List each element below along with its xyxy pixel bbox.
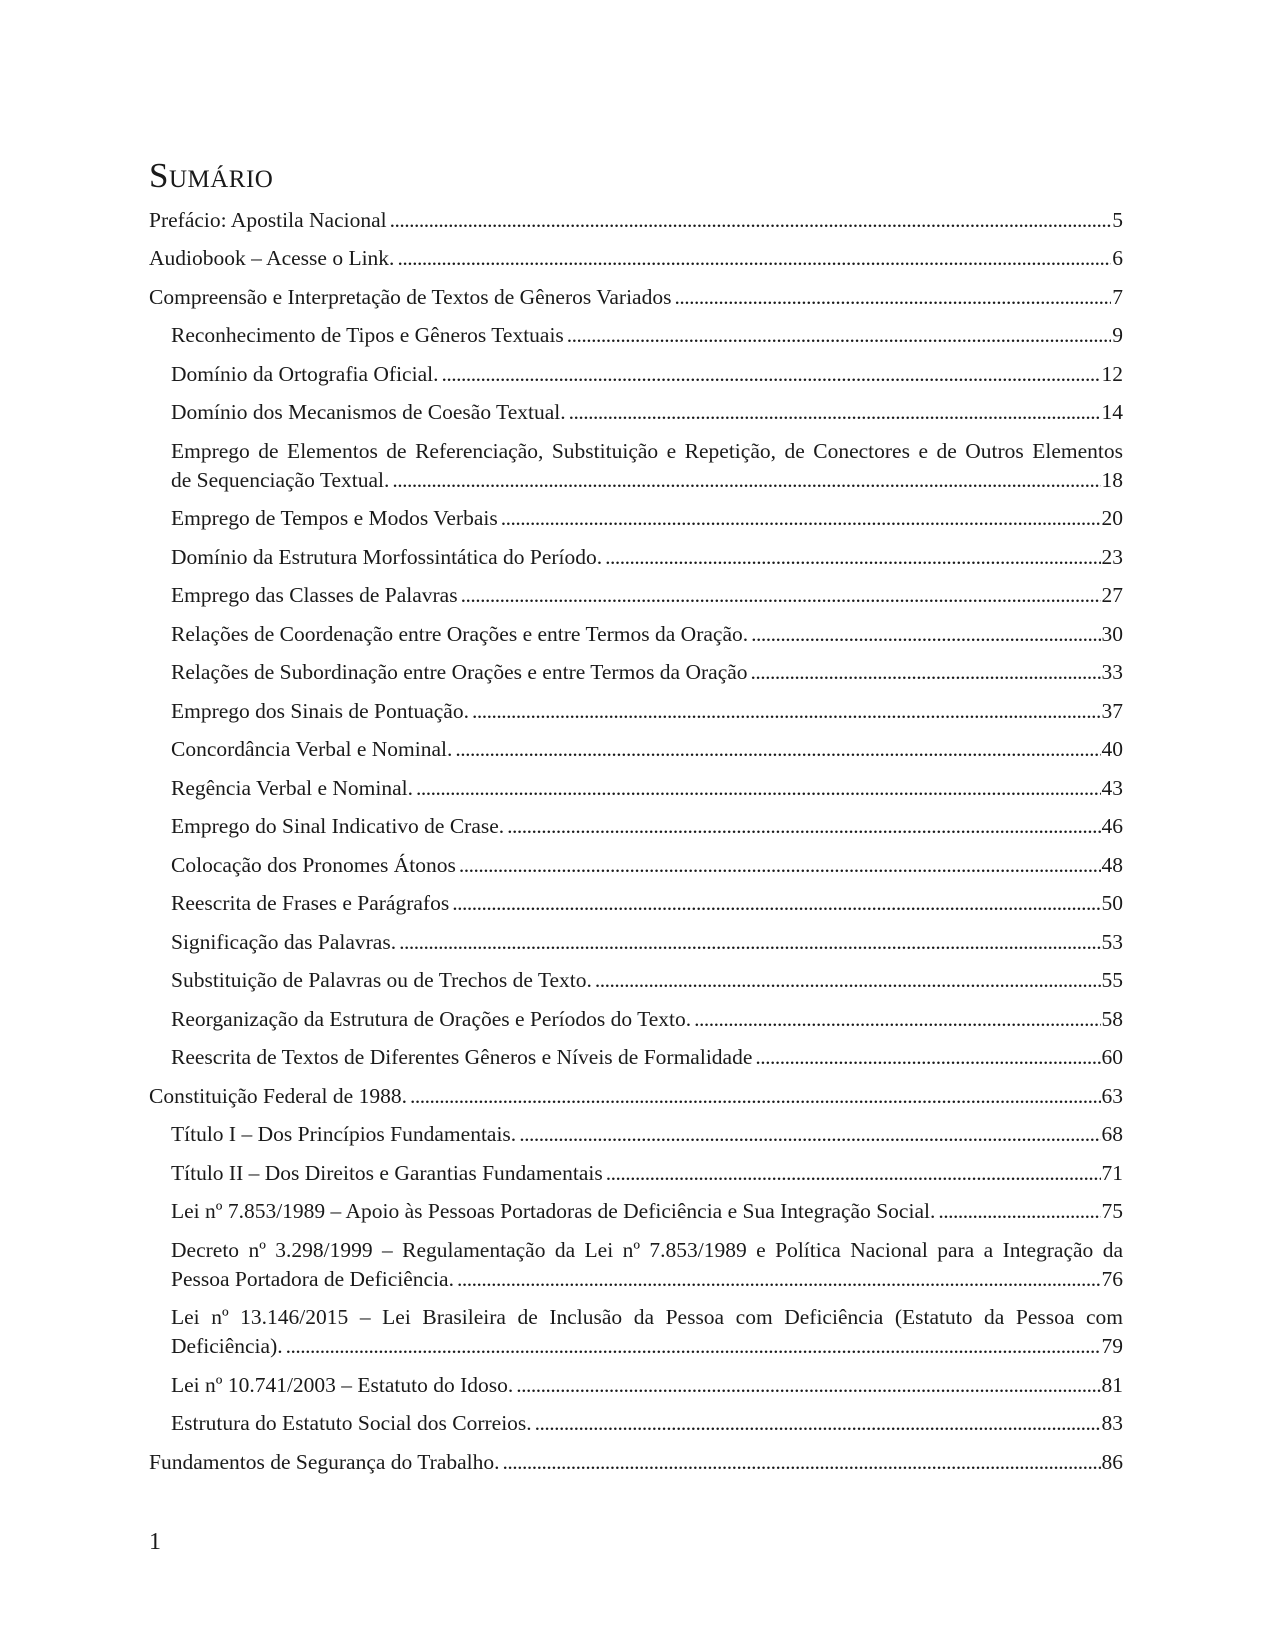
toc-entry-text: Domínio da Ortografia Oficial. (171, 361, 439, 386)
toc-dot-leader (691, 1005, 1100, 1034)
toc-entry-row (171, 889, 1123, 918)
toc-entry-row (171, 812, 1123, 841)
toc-entry[interactable] (149, 543, 1123, 572)
toc-entry-row (171, 504, 1123, 533)
toc-page-number: 63 (1101, 1083, 1123, 1108)
toc-entry[interactable] (149, 1409, 1123, 1438)
toc-dot-leader (566, 398, 1101, 427)
toc-dot-leader (498, 504, 1101, 533)
toc-entry[interactable] (149, 1303, 1123, 1361)
toc-entry-text: de Sequenciação Textual. (171, 467, 390, 492)
toc-entry-text: Regência Verbal e Nominal. (171, 775, 413, 800)
toc-entry-text: Relações de Subordinação entre Orações e entre Termos da Oração (171, 660, 748, 684)
toc-entry-row (171, 620, 1123, 649)
toc-dot-leader (387, 206, 1112, 235)
toc-page-number: 53 (1101, 929, 1123, 954)
toc-entry[interactable] (149, 620, 1123, 649)
toc-entry[interactable] (149, 966, 1123, 995)
toc-page-number: 55 (1101, 968, 1123, 992)
toc-entry-text: Prefácio: Apostila Nacional (149, 207, 387, 232)
toc-entry-text: Emprego de Tempos e Modos Verbais (171, 506, 498, 530)
toc-entry-row (171, 697, 1123, 726)
toc-dot-leader (456, 851, 1101, 880)
toc-entry-row (149, 1448, 1123, 1477)
toc-entry-row (171, 1043, 1123, 1072)
toc-page-number: 14 (1101, 400, 1123, 424)
toc-entry-row (171, 966, 1123, 995)
toc-page-number: 12 (1101, 361, 1123, 386)
toc-page-number: 18 (1101, 467, 1123, 492)
toc-entry[interactable] (149, 774, 1123, 803)
toc-page-number: 75 (1101, 1199, 1123, 1223)
toc-entry-text: Audiobook – Acesse o Link. (149, 246, 395, 270)
toc-page-number: 71 (1101, 1160, 1123, 1185)
toc-page-number: 40 (1101, 737, 1123, 761)
toc-entry[interactable] (149, 889, 1123, 918)
toc-dot-leader (454, 1265, 1101, 1294)
toc-entry[interactable] (149, 244, 1123, 273)
toc-entry[interactable] (149, 437, 1123, 495)
toc-dot-leader (469, 697, 1101, 726)
toc-entry-text: Fundamentos de Segurança do Trabalho. (149, 1449, 500, 1474)
toc-entry-text-line: Emprego de Elementos de Referenciação, Substituição e Repetição, de Conectores e de Outros Elementos (171, 438, 1123, 463)
toc-dot-leader (564, 321, 1111, 350)
toc-page-number: 33 (1101, 660, 1123, 684)
toc-entry-row (171, 581, 1123, 610)
toc-dot-leader (602, 543, 1100, 572)
toc-entry-row (171, 1197, 1123, 1226)
toc-entry-text: Reconhecimento de Tipos e Gêneros Textuais (171, 323, 564, 347)
toc-page-number: 7 (1112, 284, 1123, 309)
toc-entry-row (171, 1159, 1123, 1188)
toc-entry-text: Deficiência). (171, 1334, 283, 1358)
toc-entry-row (171, 1332, 1123, 1361)
toc-entry-text: Significação das Palavras. (171, 929, 397, 954)
toc-entry-text: Reorganização da Estrutura de Orações e Períodos do Texto. (171, 1006, 692, 1031)
toc-dot-leader (603, 1159, 1101, 1188)
toc-dot-leader (504, 812, 1100, 841)
toc-entry-text: Lei nº 7.853/1989 – Apoio às Pessoas Portadoras de Deficiência e Sua Integração Social. (171, 1199, 936, 1223)
toc-dot-leader (748, 658, 1101, 687)
toc-page-number: 46 (1101, 814, 1123, 838)
footer-page-number: 1 (149, 1529, 161, 1555)
toc-entry[interactable] (149, 1043, 1123, 1072)
toc-dot-leader (407, 1082, 1101, 1111)
toc-page-number: 86 (1101, 1449, 1123, 1474)
toc-entry-text: Reescrita de Frases e Parágrafos (171, 891, 450, 915)
toc-dot-leader (748, 620, 1100, 649)
toc-entry[interactable] (149, 1448, 1123, 1477)
toc-entry-row (171, 398, 1123, 427)
toc-entry-text: Domínio dos Mecanismos de Coesão Textual. (171, 400, 566, 424)
toc-entry-row (171, 735, 1123, 764)
toc-entry-row (149, 283, 1123, 312)
page-title: Sumário (149, 156, 274, 195)
toc-entry-row (171, 851, 1123, 880)
toc-entry-text: Título II – Dos Direitos e Garantias Fundamentais (171, 1160, 603, 1185)
toc-page-number: 58 (1101, 1006, 1123, 1031)
toc-dot-leader (389, 466, 1100, 495)
toc-page-number: 83 (1101, 1411, 1123, 1435)
toc-entry[interactable] (149, 1120, 1123, 1149)
toc-entry-row (171, 658, 1123, 687)
toc-entry-row (171, 1120, 1123, 1149)
toc-entry[interactable] (149, 851, 1123, 880)
toc-page-number: 48 (1101, 852, 1123, 877)
toc-dot-leader (394, 244, 1111, 273)
toc-page-number: 9 (1112, 323, 1123, 347)
toc-entry[interactable] (149, 1005, 1123, 1034)
toc-page-number: 6 (1112, 246, 1123, 270)
toc-dot-leader (516, 1120, 1100, 1149)
toc-dot-leader (513, 1371, 1100, 1400)
toc-dot-leader (283, 1332, 1101, 1361)
toc-entry-text: Emprego dos Sinais de Pontuação. (171, 698, 469, 723)
toc-entry-text: Domínio da Estrutura Morfossintática do Período. (171, 544, 603, 569)
toc-dot-leader (396, 928, 1100, 957)
toc-entry-row (171, 1409, 1123, 1438)
toc-entry[interactable] (149, 283, 1123, 312)
toc-dot-leader (449, 889, 1100, 918)
toc-entry[interactable] (149, 735, 1123, 764)
toc-page-number: 76 (1101, 1266, 1123, 1291)
toc-page-number: 27 (1101, 583, 1123, 607)
toc-dot-leader (438, 360, 1100, 389)
toc-dot-leader (532, 1409, 1101, 1438)
table-of-contents (149, 206, 1123, 1477)
toc-dot-leader (452, 735, 1100, 764)
toc-entry-row (149, 206, 1123, 235)
toc-page-number: 79 (1101, 1334, 1123, 1358)
toc-entry-text: Colocação dos Pronomes Átonos (171, 852, 456, 877)
toc-entry-text: Substituição de Palavras ou de Trechos de Texto. (171, 968, 592, 992)
toc-dot-leader (413, 774, 1101, 803)
toc-entry-text: Reescrita de Textos de Diferentes Gêneros e Níveis de Formalidade (171, 1045, 753, 1069)
toc-page-number: 37 (1101, 698, 1123, 723)
toc-page-number: 30 (1101, 621, 1123, 646)
toc-page-number: 5 (1112, 207, 1123, 232)
toc-entry[interactable] (149, 206, 1123, 235)
toc-entry-row (171, 1005, 1123, 1034)
toc-entry[interactable] (149, 360, 1123, 389)
toc-entry-text: Estrutura do Estatuto Social dos Correios. (171, 1411, 532, 1435)
toc-entry-text: Constituição Federal de 1988. (149, 1083, 407, 1108)
toc-entry[interactable] (149, 697, 1123, 726)
toc-entry-row (149, 244, 1123, 273)
toc-page-number: 60 (1101, 1045, 1123, 1069)
toc-entry-row (171, 928, 1123, 957)
toc-entry[interactable] (149, 1082, 1123, 1111)
toc-entry[interactable] (149, 1159, 1123, 1188)
toc-page-number: 43 (1101, 775, 1123, 800)
toc-entry-row (171, 360, 1123, 389)
toc-entry[interactable] (149, 812, 1123, 841)
toc-page-number: 81 (1101, 1372, 1123, 1397)
toc-entry-row (171, 774, 1123, 803)
toc-entry[interactable] (149, 1197, 1123, 1226)
toc-entry[interactable] (149, 1371, 1123, 1400)
toc-entry-text-line: Lei nº 13.146/2015 – Lei Brasileira de Inclusão da Pessoa com Deficiência (Estatuto da Pessoa com (171, 1305, 1123, 1329)
toc-entry-text: Compreensão e Interpretação de Textos de Gêneros Variados (149, 284, 672, 309)
toc-entry-row (149, 1082, 1123, 1111)
toc-entry-row (171, 1371, 1123, 1400)
toc-entry[interactable] (149, 581, 1123, 610)
toc-entry[interactable] (149, 1236, 1123, 1294)
toc-page-number: 68 (1101, 1122, 1123, 1146)
toc-dot-leader (458, 581, 1101, 610)
toc-entry[interactable] (149, 398, 1123, 427)
toc-entry[interactable] (149, 928, 1123, 957)
toc-page-number: 20 (1101, 506, 1123, 530)
toc-entry[interactable] (149, 321, 1123, 350)
toc-entry-text: Título I – Dos Princípios Fundamentais. (171, 1122, 517, 1146)
toc-entry-text: Emprego do Sinal Indicativo de Crase. (171, 814, 505, 838)
toc-entry-text: Pessoa Portadora de Deficiência. (171, 1266, 454, 1291)
toc-page-number: 23 (1101, 544, 1123, 569)
toc-dot-leader (671, 283, 1111, 312)
toc-dot-leader (500, 1448, 1101, 1477)
toc-entry-text: Emprego das Classes de Palavras (171, 583, 458, 607)
toc-entry-row (171, 466, 1123, 495)
toc-entry-text: Lei nº 10.741/2003 – Estatuto do Idoso. (171, 1372, 514, 1397)
toc-entry[interactable] (149, 504, 1123, 533)
toc-entry-text: Concordância Verbal e Nominal. (171, 737, 453, 761)
toc-dot-leader (935, 1197, 1100, 1226)
toc-dot-leader (752, 1043, 1100, 1072)
toc-entry-text-line: Decreto nº 3.298/1999 – Regulamentação da Lei nº 7.853/1989 e Política Nacional para a Integração da (171, 1237, 1123, 1262)
toc-entry-row (171, 543, 1123, 572)
toc-page-number: 50 (1101, 891, 1123, 915)
page-content (149, 156, 1123, 1477)
toc-entry-row (171, 1265, 1123, 1294)
toc-entry-text: Relações de Coordenação entre Orações e entre Termos da Oração. (171, 621, 749, 646)
toc-entry[interactable] (149, 658, 1123, 687)
toc-entry-row (171, 321, 1123, 350)
toc-dot-leader (592, 966, 1101, 995)
